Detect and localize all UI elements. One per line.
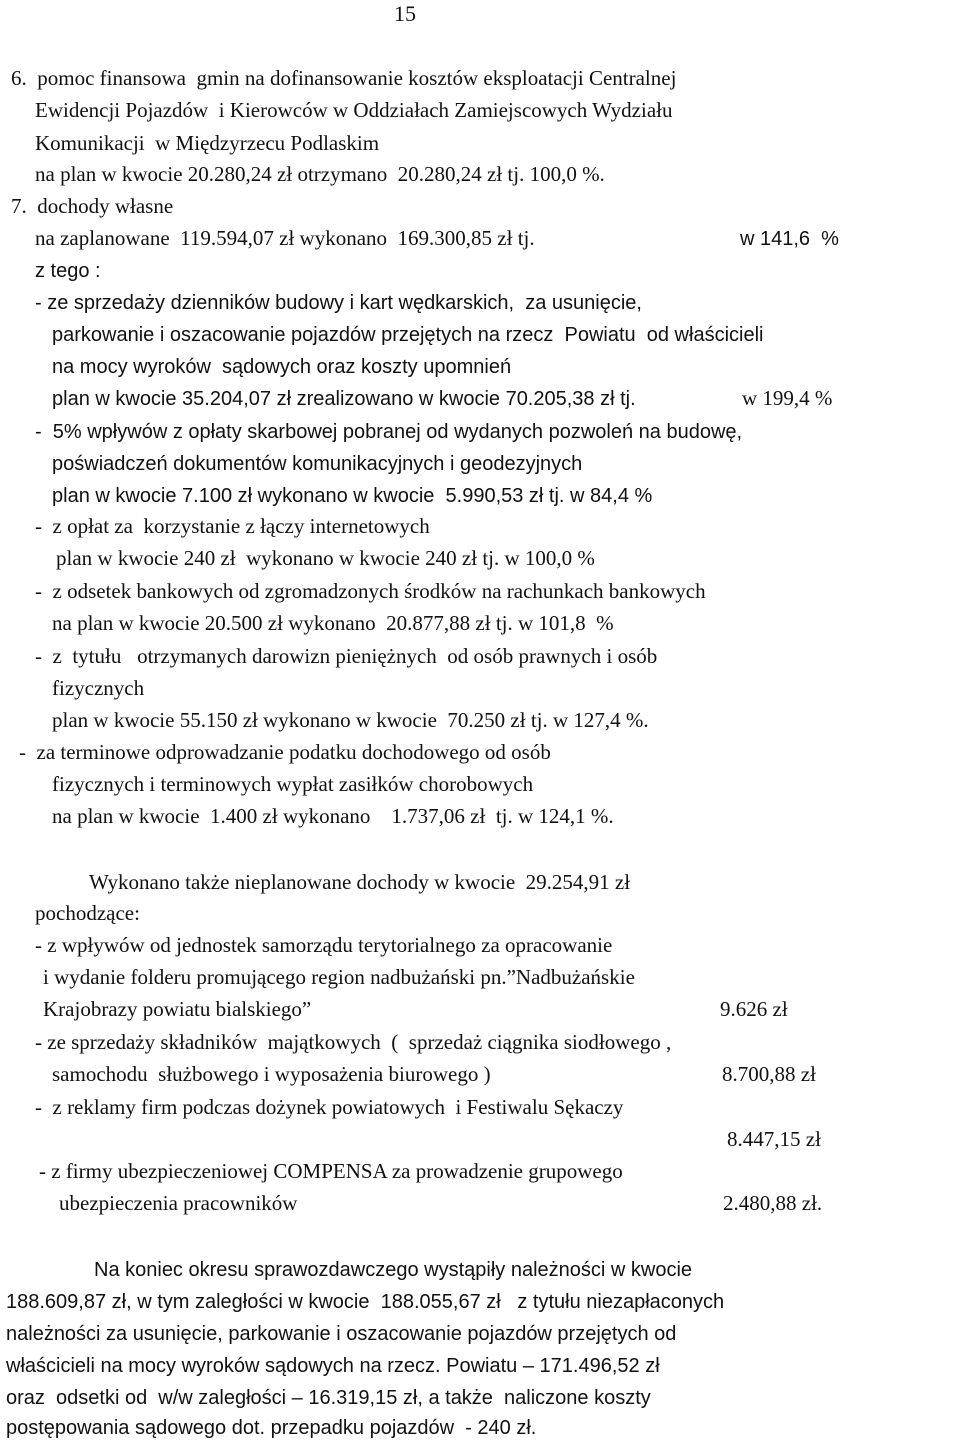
item-e-line2: fizycznych xyxy=(52,676,145,700)
unplanned-pochodzace: pochodzące: xyxy=(35,901,140,925)
item-c-line2: plan w kwocie 240 zł wykonano w kwocie 240 zł tj. w 100,0 % xyxy=(56,546,595,570)
item-d-line1: - z odsetek bankowych od zgromadzonych środków na rachunkach bankowych xyxy=(35,579,706,603)
item-f-line1: - za terminowe odprowadzanie podatku dochodowego od osób xyxy=(19,740,551,764)
unplanned-line10: - z firmy ubezpieczeniowej COMPENSA za prowadzenie grupowego xyxy=(39,1159,623,1183)
section7-heading: 7. dochody własne xyxy=(11,194,174,218)
section6-line1: 6. pomoc finansowa gmin na dofinansowanie kosztów eksploatacji Centralnej xyxy=(11,66,677,90)
section7-plan-percent: w 141,6 % xyxy=(740,228,839,250)
item-a-line1: - ze sprzedaży dzienników budowy i kart wędkarskich, za usunięcie, xyxy=(35,292,642,314)
item-b-line2: poświadczeń dokumentów komunikacyjnych i geodezyjnych xyxy=(52,453,583,475)
unplanned-line6: - ze sprzedaży składników majątkowych ( sprzedaż ciągnika siodłowego , xyxy=(35,1030,672,1054)
item-b-line3: plan w kwocie 7.100 zł wykonano w kwocie 5.990,53 zł tj. w 84,4 % xyxy=(52,485,653,507)
item-a-line3: na mocy wyroków sądowych oraz koszty upomnień xyxy=(52,356,512,378)
item-e-line3: plan w kwocie 55.150 zł wykonano w kwocie 70.250 zł tj. w 127,4 %. xyxy=(52,708,649,732)
closing-line3: należności za usunięcie, parkowanie i oszacowanie pojazdów przejętych od xyxy=(6,1323,677,1345)
section7-ztego: z tego : xyxy=(35,260,101,282)
unplanned-line5-amount: 9.626 zł xyxy=(720,997,788,1021)
item-b-line1: - 5% wpływów z opłaty skarbowej pobranej od wydanych pozwoleń na budowę, xyxy=(35,421,743,443)
unplanned-line3: - z wpływów od jednostek samorządu terytorialnego za opracowanie xyxy=(35,933,613,957)
section6-line2: Ewidencji Pojazdów i Kierowców w Oddziałach Zamiejscowych Wydziału xyxy=(35,98,673,122)
unplanned-line7: samochodu służbowego i wyposażenia biurowego ) xyxy=(52,1062,491,1086)
item-a-percent: w 199,4 % xyxy=(742,386,833,410)
section6-line3: Komunikacji w Międzyrzecu Podlaskim xyxy=(35,131,380,155)
unplanned-line11-amount: 2.480,88 zł. xyxy=(723,1191,823,1215)
unplanned-line11: ubezpieczenia pracowników xyxy=(59,1191,298,1215)
closing-line5: oraz odsetki od w/w zaległości – 16.319,15 zł, a także naliczone koszty xyxy=(6,1387,651,1409)
section7-plan: na zaplanowane 119.594,07 zł wykonano 169.300,85 zł tj. xyxy=(35,226,535,250)
closing-line4: właścicieli na mocy wyroków sądowych na rzecz. Powiatu – 171.496,52 zł xyxy=(6,1355,660,1377)
closing-line1: Na koniec okresu sprawozdawczego wystąpiły należności w kwocie xyxy=(94,1259,693,1281)
item-d-line2: na plan w kwocie 20.500 zł wykonano 20.877,88 zł tj. w 101,8 % xyxy=(52,611,614,635)
item-a-line2: parkowanie i oszacowanie pojazdów przejętych na rzecz Powiatu od właścicieli xyxy=(52,324,764,346)
item-c-line1: - z opłat za korzystanie z łączy internetowych xyxy=(35,514,430,538)
page-number: 15 xyxy=(394,1,416,26)
item-a-line4: plan w kwocie 35.204,07 zł zrealizowano w kwocie 70.205,38 zł tj. xyxy=(52,388,636,410)
unplanned-line9-amount: 8.447,15 zł xyxy=(727,1127,821,1151)
item-f-line2: fizycznych i terminowych wypłat zasiłków chorobowych xyxy=(52,772,534,796)
section6-line4: na plan w kwocie 20.280,24 zł otrzymano 20.280,24 zł tj. 100,0 %. xyxy=(35,162,605,186)
item-f-line3: na plan w kwocie 1.400 zł wykonano 1.737,06 zł tj. w 124,1 %. xyxy=(52,804,614,828)
closing-line6: postępowania sądowego dot. przepadku pojazdów - 240 zł. xyxy=(6,1417,537,1439)
unplanned-line4: i wydanie folderu promującego region nadbużański pn.”Nadbużańskie xyxy=(43,965,635,989)
unplanned-line5: Krajobrazy powiatu bialskiego” xyxy=(43,997,312,1021)
closing-line2: 188.609,87 zł, w tym zaległości w kwocie 188.055,67 zł z tytułu niezapłaconych xyxy=(6,1291,725,1313)
unplanned-line7-amount: 8.700,88 zł xyxy=(722,1062,816,1086)
item-e-line1: - z tytułu otrzymanych darowizn pieniężnych od osób prawnych i osób xyxy=(35,644,658,668)
unplanned-line8: - z reklamy firm podczas dożynek powiatowych i Festiwalu Sękaczy xyxy=(35,1095,624,1119)
unplanned-intro: Wykonano także nieplanowane dochody w kwocie 29.254,91 zł xyxy=(89,870,631,894)
